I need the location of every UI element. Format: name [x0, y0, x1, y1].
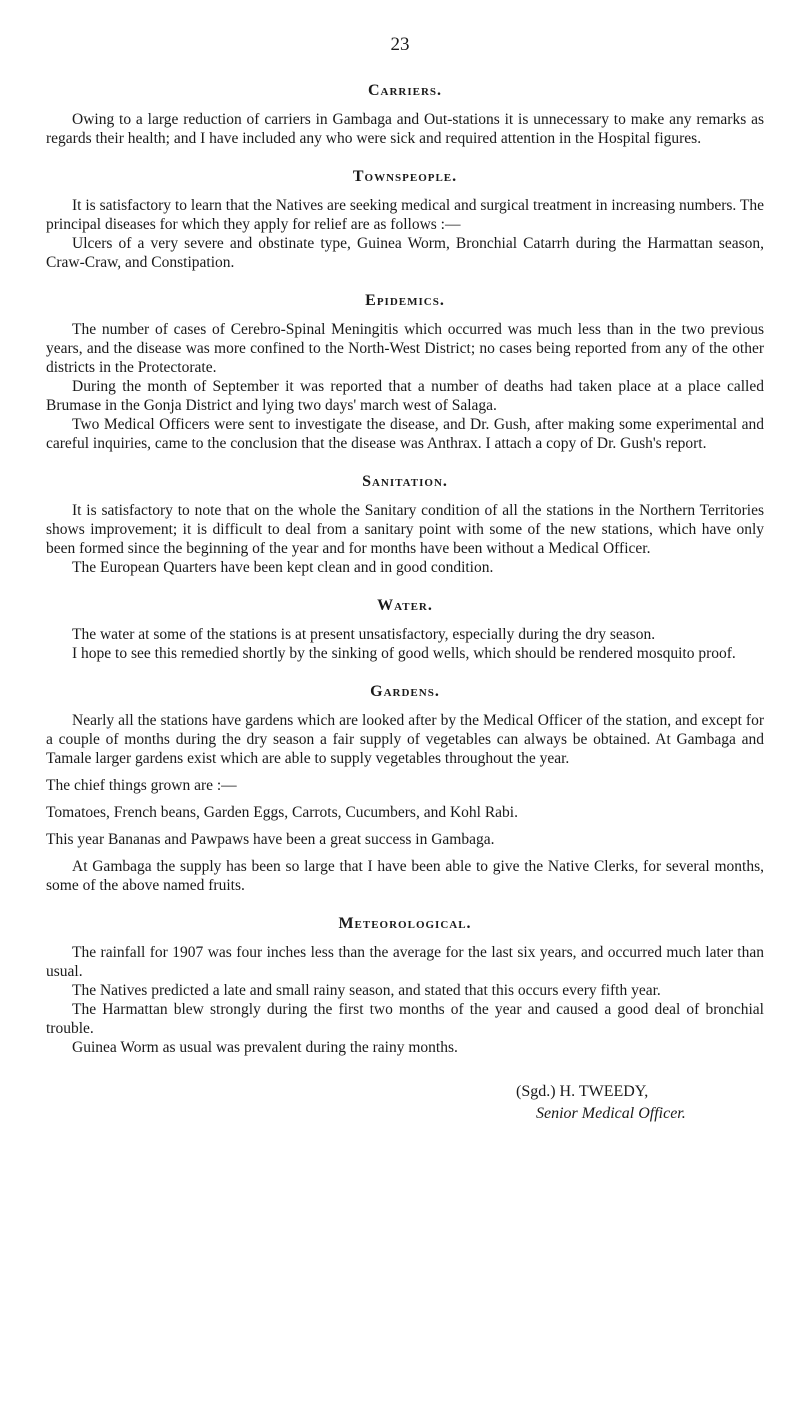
paragraph: Ulcers of a very severe and obstinate type, Guinea Worm, Bronchial Catarrh during the Harmattan season, Craw-Craw, and Constipation.: [46, 235, 764, 271]
heading-epidemics: Epidemics.: [365, 292, 445, 309]
paragraph: It is satisfactory to note that on the whole the Sanitary condition of all the stations in the Northern Territories shows improvement; it is difficult to deal from a sanitary point with some of the new stations, which have only been formed since the beginning of the year and for months have been without a Medical Officer.: [46, 502, 764, 557]
paragraph: The rainfall for 1907 was four inches less than the average for the last six years, and occurred much later than usual.: [46, 944, 764, 980]
page-number: 23: [390, 34, 410, 55]
paragraph: The number of cases of Cerebro-Spinal Meningitis which occurred was much less than in the two previous years, and the disease was more confined to the North-West District; no cases being reported from any of the other districts in the Protectorate.: [46, 321, 764, 376]
paragraph: At Gambaga the supply has been so large that I have been able to give the Native Clerks, for several months, some of the above named fruits.: [46, 858, 764, 894]
paragraph: Two Medical Officers were sent to investigate the disease, and Dr. Gush, after making some experimental and careful inquiries, came to the conclusion that the disease was Anthrax. I attach a copy of Dr. Gush's report.: [46, 416, 764, 452]
paragraph: It is satisfactory to learn that the Natives are seeking medical and surgical treatment in increasing numbers. The principal diseases for which they apply for relief are as follows :—: [46, 197, 764, 233]
paragraph: Tomatoes, French beans, Garden Eggs, Carrots, Cucumbers, and Kohl Rabi.: [46, 804, 518, 821]
document-body: [46, 82, 764, 1123]
section-water: [46, 597, 764, 663]
section-townspeople: [46, 168, 764, 272]
paragraph: The European Quarters have been kept clean and in good condition.: [72, 559, 494, 576]
section-gardens: [46, 683, 764, 895]
paragraph: The Natives predicted a late and small rainy season, and stated that this occurs every fifth year.: [72, 982, 661, 999]
paragraph: Nearly all the stations have gardens which are looked after by the Medical Officer of the station, and except for a couple of months during the dry season a fair supply of vegetables can always be obtained. At Gambaga and Tamale larger gardens exist which are able to supply vegetables throughout the year.: [46, 712, 764, 767]
heading-meteorological: Meteorological.: [338, 915, 472, 932]
heading-townspeople: Townspeople.: [352, 168, 458, 185]
heading-carriers: Carriers.: [367, 82, 443, 99]
section-sanitation: [46, 473, 764, 577]
paragraph: During the month of September it was reported that a number of deaths had taken place at a place called Brumase in the Gonja District and lying two days' march west of Salaga.: [46, 378, 764, 414]
paragraph: Guinea Worm as usual was prevalent during the rainy months.: [72, 1039, 458, 1056]
section-carriers: [46, 82, 764, 148]
paragraph: This year Bananas and Pawpaws have been a great success in Gambaga.: [46, 831, 495, 848]
paragraph: I hope to see this remedied shortly by the sinking of good wells, which should be rendered mosquito proof.: [72, 645, 736, 662]
heading-gardens: Gardens.: [370, 683, 440, 700]
paragraph: Owing to a large reduction of carriers in Gambaga and Out-stations it is unnecessary to make any remarks as regards their health; and I have included any who were sick and required attention in the Hospital figures.: [46, 111, 764, 147]
signature-title: Senior Medical Officer.: [536, 1105, 686, 1122]
section-meteorological: [46, 915, 764, 1057]
paragraph: The Harmattan blew strongly during the first two months of the year and caused a good deal of bronchial trouble.: [46, 1001, 764, 1037]
signature-name: (Sgd.) H. TWEEDY,: [516, 1083, 649, 1100]
heading-sanitation: Sanitation.: [362, 473, 448, 490]
paragraph: The chief things grown are :—: [46, 777, 237, 794]
paragraph: The water at some of the stations is at present unsatisfactory, especially during the dry season.: [72, 626, 656, 643]
section-epidemics: [46, 292, 764, 453]
heading-water: Water.: [377, 597, 433, 614]
